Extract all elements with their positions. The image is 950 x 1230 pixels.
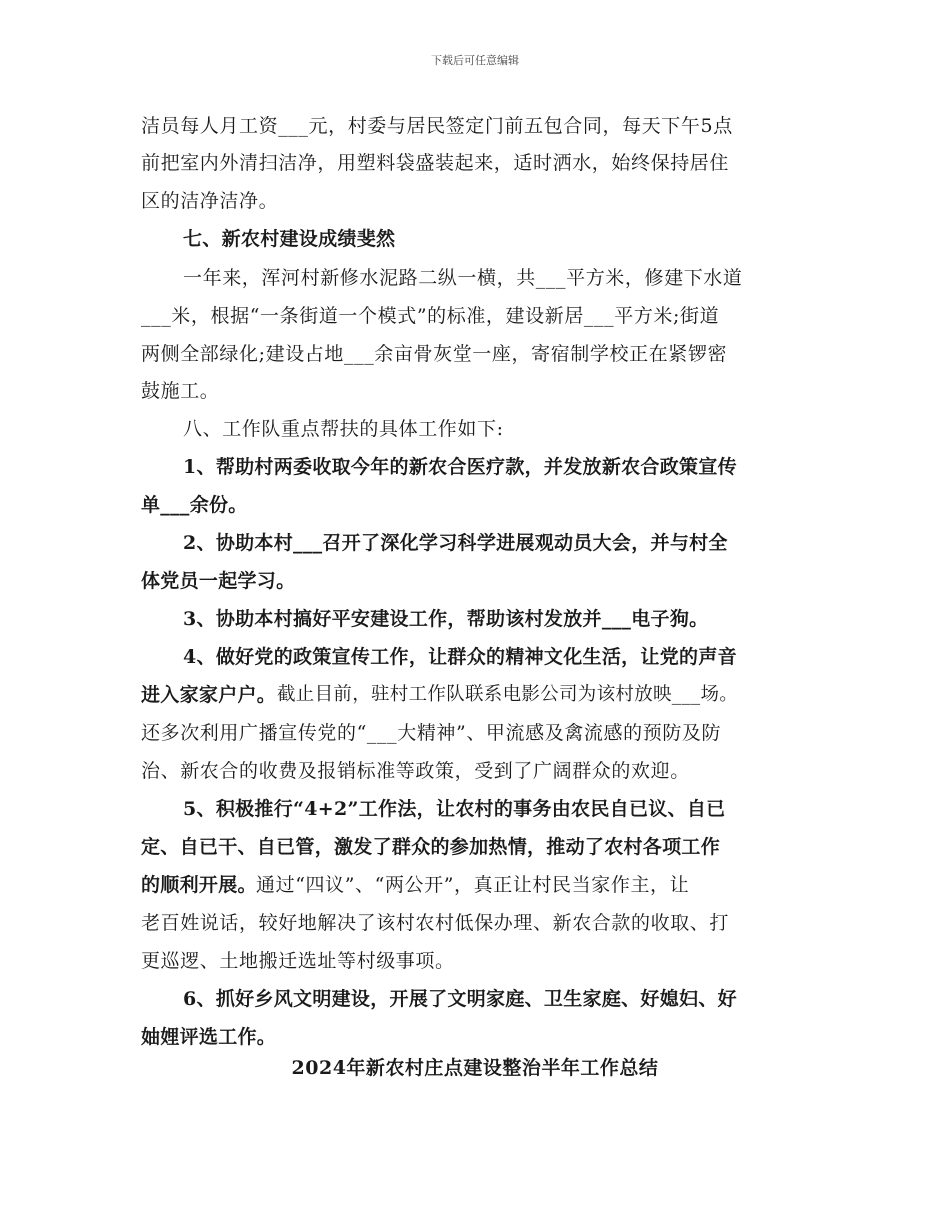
list-item: 妯娌评选工作。 [141, 1026, 277, 1048]
list-item: 2、协助本村___召开了深化学习科学进展观动员大会，并与村全 [183, 532, 728, 554]
list-item: 1、帮助村两委收取今年的新农合医疗款，并发放新农合政策宣传 [183, 456, 737, 478]
section-heading: 八、工作队重点帮扶的具体工作如下: [183, 418, 504, 440]
list-item: 6、抓好乡风文明建设，开展了文明家庭、卫生家庭、好媳妇、好 [183, 988, 737, 1010]
body-line: ___米，根据“一条街道一个模式”的标准，建设新居___平方米;街道 [141, 305, 720, 327]
list-item: 体党员一起学习。 [141, 570, 296, 592]
body-line: 截止目前，驻村工作队联系电影公司为该村放映___场。 [277, 684, 739, 705]
page-header: 下载后可任意编辑 [431, 54, 519, 67]
list-item: 的顺利开展。 [141, 874, 257, 896]
body-line: 前把室内外清扫洁净，用塑料袋盛装起来，适时洒水，始终保持居住 [141, 152, 730, 174]
body-line: 一年来，浑河村新修水泥路二纵一横，共___平方米，修建下水道 [183, 267, 743, 289]
body-line: 鼓施工。 [141, 380, 220, 402]
section-heading: 七、新农村建设成绩斐然 [183, 228, 396, 250]
list-item: 单___余份。 [141, 494, 248, 516]
body-line: 治、新农合的收费及报销标准等政策，受到了广阔群众的欢迎。 [141, 760, 690, 782]
list-item: 4、做好党的政策宣传工作，让群众的精神文化生活，让党的声音 [183, 646, 737, 668]
list-item: 5、积极推行“4+2”工作法，让农村的事务由农民自已议、自已 [183, 798, 726, 820]
body-line: 洁员每人月工资___元，村委与居民签定门前五包合同，每天下午5点 [141, 115, 733, 137]
list-item: 定、自已干、自已管，激发了群众的参加热情，推动了农村各项工作 [141, 836, 721, 858]
list-item: 3、协助本村搞好平安建设工作，帮助该村发放并___电子狗。 [183, 608, 709, 630]
body-line: 两侧全部绿化;建设占地___余亩骨灰堂一座，寄宿制学校正在紧锣密 [141, 343, 728, 365]
body-line: 更巡逻、土地搬迁选址等村级事项。 [141, 950, 455, 972]
list-item: 进入家家户户。 [141, 684, 277, 706]
document-title: 2024年新农村庄点建设整治半年工作总结 [291, 1057, 659, 1079]
body-line: 还多次利用广播宣传党的“___大精神”、甲流感及禽流感的预防及防 [141, 722, 722, 744]
body-line: 区的洁净洁净。 [141, 190, 279, 212]
body-line: 老百姓说话，较好地解决了该村农村低保办理、新农合款的收取、打 [141, 912, 730, 934]
body-line: 通过“四议”、“两公开”，真正让村民当家作主，让 [256, 874, 690, 896]
